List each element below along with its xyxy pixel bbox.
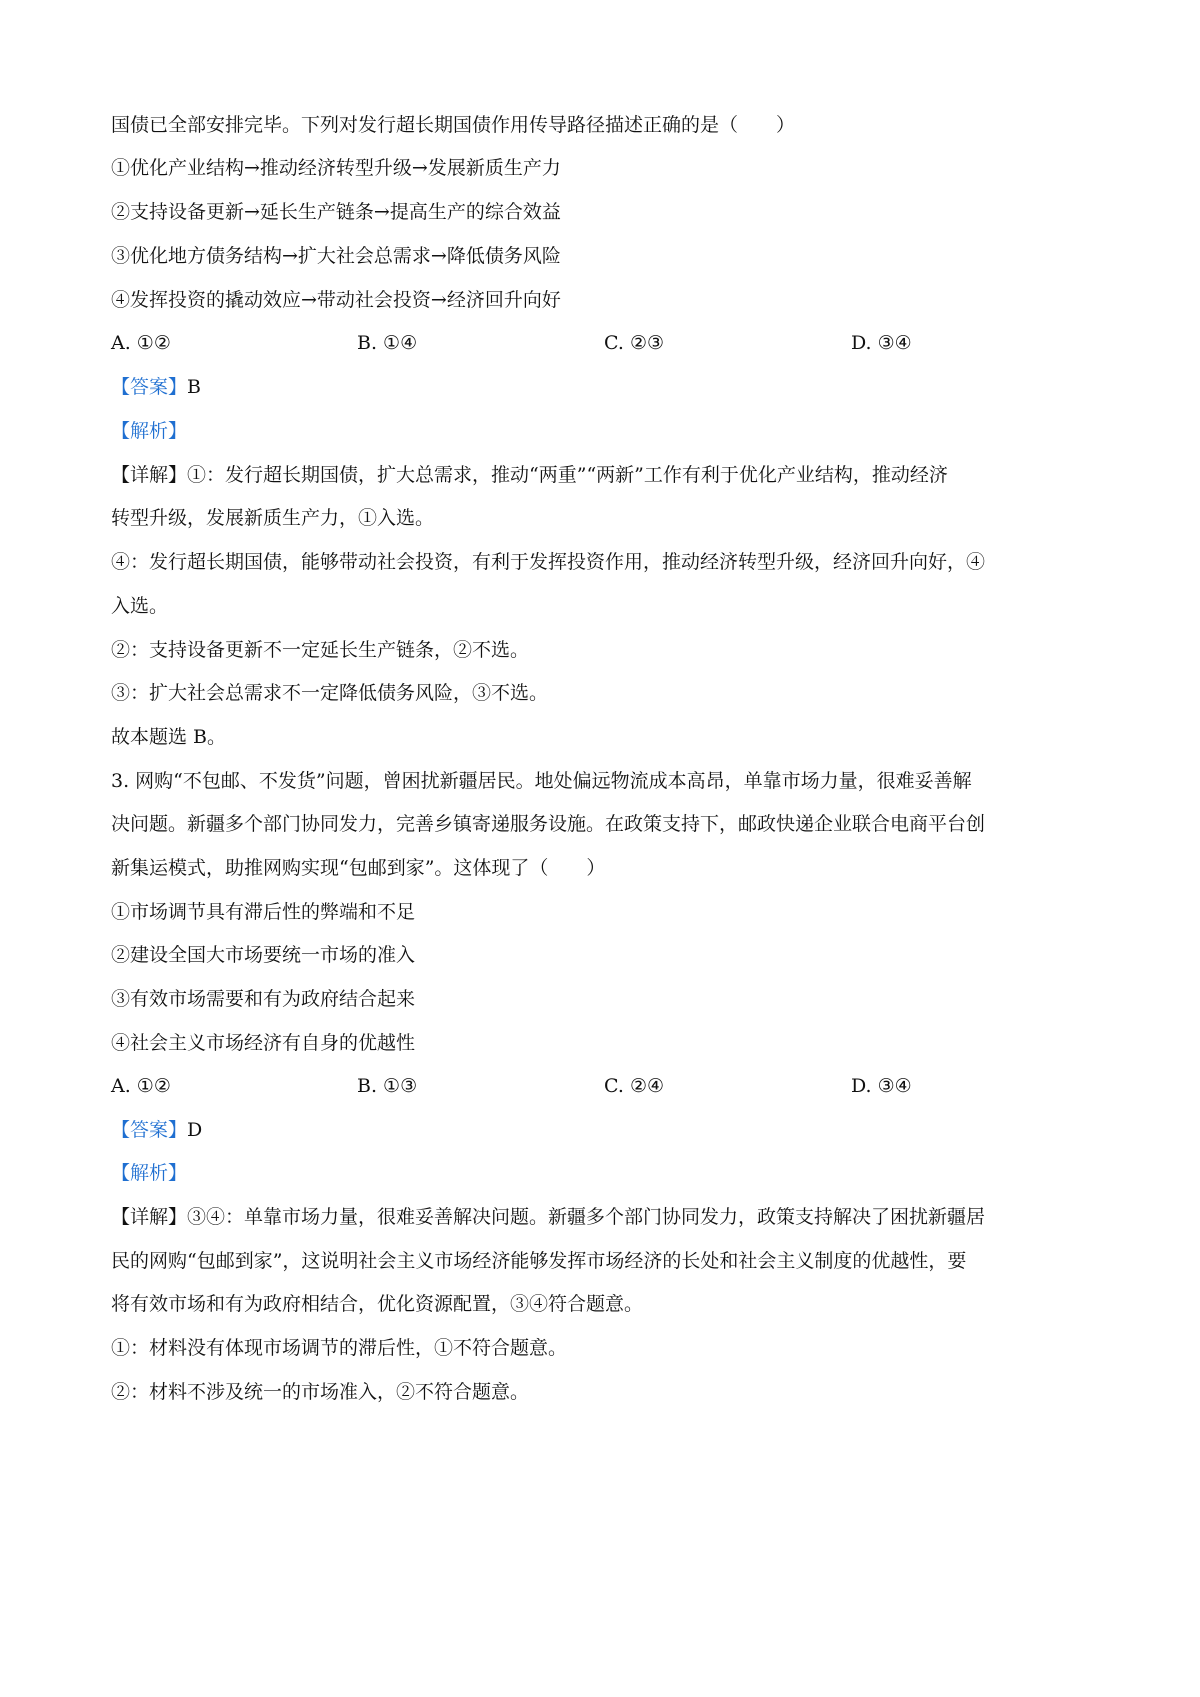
q2-detail-line: 入选。 [111, 595, 169, 617]
q3-item-2: ②建设全国大市场要统一市场的准入 [111, 944, 416, 966]
q2-analysis-tag: 【解析】 [111, 420, 188, 442]
detail-tag: 【详解】 [111, 1206, 188, 1228]
q3-detail-line: 将有效市场和有为政府相结合，优化资源配置，③④符合题意。 [111, 1293, 644, 1315]
detail-text: ①：发行超长期国债，扩大总需求，推动“两重”“两新”工作有利于优化产业结构，推动经济 [187, 464, 948, 486]
q2-option-d: D. ③④ [851, 332, 912, 354]
answer-value: B [187, 376, 201, 398]
q3-option-a: A. ①② [111, 1075, 171, 1097]
q2-detail-line: ②：支持设备更新不一定延长生产链条，②不选。 [111, 639, 530, 661]
q3-option-d: D. ③④ [851, 1075, 912, 1097]
q2-option-c: C. ②③ [604, 332, 665, 354]
q2-option-b: B. ①④ [357, 332, 418, 354]
q3-analysis-tag: 【解析】 [111, 1162, 188, 1184]
q3-stem-line: 3. 网购“不包邮、不发货”问题，曾困扰新疆居民。地处偏远物流成本高昂，单靠市场力量，很难妥善解 [111, 770, 972, 792]
q3-detail-line [111, 1204, 985, 1230]
q2-item-3: ③优化地方债务结构→扩大社会总需求→降低债务风险 [111, 245, 561, 267]
q2-detail-line: 转型升级，发展新质生产力，①入选。 [111, 507, 435, 529]
q3-stem-line: 决问题。新疆多个部门协同发力，完善乡镇寄递服务设施。在政策支持下，邮政快递企业联合电商平台创 [111, 813, 986, 835]
answer-tag: 【答案】 [111, 1119, 188, 1141]
q2-detail-line [111, 462, 948, 488]
q2-conclusion: 故本题选 B。 [111, 726, 227, 748]
q3-detail-line: ①：材料没有体现市场调节的滞后性，①不符合题意。 [111, 1337, 568, 1359]
q2-item-4: ④发挥投资的撬动效应→带动社会投资→经济回升向好 [111, 289, 561, 311]
answer-tag: 【答案】 [111, 376, 188, 398]
q2-answer [111, 374, 201, 400]
q2-option-a: A. ①② [111, 332, 171, 354]
q2-item-2: ②支持设备更新→延长生产链条→提高生产的综合效益 [111, 201, 561, 223]
q3-stem-line: 新集运模式，助推网购实现“包邮到家”。这体现了（ ） [111, 857, 606, 879]
answer-value: D [187, 1119, 203, 1141]
q2-stem-tail: 国债已全部安排完毕。下列对发行超长期国债作用传导路径描述正确的是（ ） [111, 114, 796, 136]
q3-item-3: ③有效市场需要和有为政府结合起来 [111, 988, 416, 1010]
q3-answer [111, 1117, 202, 1143]
q3-option-b: B. ①③ [357, 1075, 418, 1097]
q3-item-1: ①市场调节具有滞后性的弊端和不足 [111, 901, 416, 923]
q3-option-c: C. ②④ [604, 1075, 665, 1097]
q3-detail-line: 民的网购“包邮到家”，这说明社会主义市场经济能够发挥市场经济的长处和社会主义制度的优越性，要 [111, 1250, 967, 1272]
detail-text: ③④：单靠市场力量，很难妥善解决问题。新疆多个部门协同发力，政策支持解决了困扰新疆居 [187, 1206, 986, 1228]
q2-item-1: ①优化产业结构→推动经济转型升级→发展新质生产力 [111, 157, 561, 179]
q3-detail-line: ②：材料不涉及统一的市场准入，②不符合题意。 [111, 1381, 530, 1403]
q2-detail-line: ④：发行超长期国债，能够带动社会投资，有利于发挥投资作用，推动经济转型升级，经济回升向好，④ [111, 551, 986, 573]
detail-tag: 【详解】 [111, 464, 188, 486]
q3-item-4: ④社会主义市场经济有自身的优越性 [111, 1032, 416, 1054]
q2-detail-line: ③：扩大社会总需求不一定降低债务风险，③不选。 [111, 682, 549, 704]
